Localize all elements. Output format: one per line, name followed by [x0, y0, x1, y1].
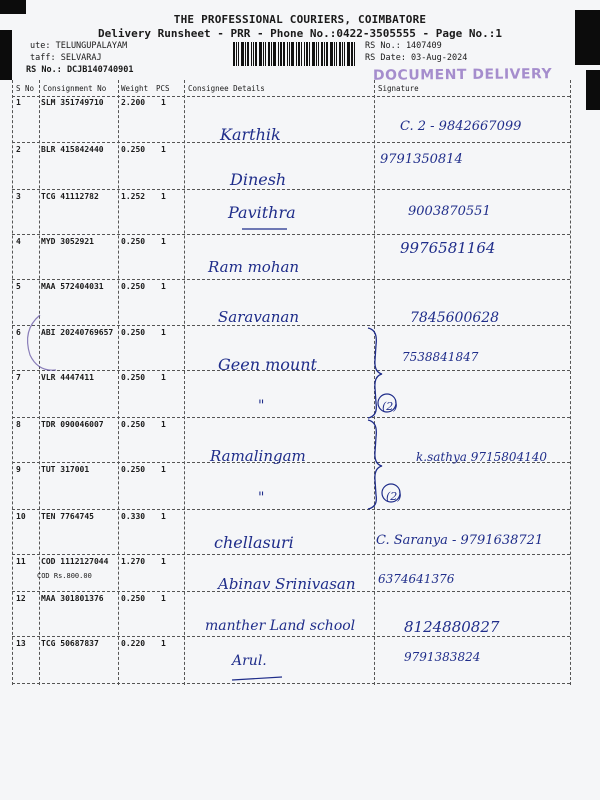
col-header-pcs: PCS [156, 84, 170, 93]
consignment-number: TCG 50687837 [41, 639, 99, 648]
consignment-number: VLR 4447411 [41, 373, 94, 382]
cod-amount-note: COD Rs.800.00 [37, 572, 92, 580]
consignee-handwriting: Pavithra [228, 203, 296, 222]
seal-arc [28, 315, 56, 370]
row-weight: 2.200 [121, 98, 146, 107]
circled-two-mark [382, 484, 400, 502]
row-sno: 2 [16, 145, 21, 154]
consignee-handwriting: Ramalingam [210, 447, 306, 465]
consignment-number: TEN 7764745 [41, 512, 94, 521]
consignee-handwriting: Ram mohan [208, 258, 300, 276]
consignment-number: MYD 3052921 [41, 237, 94, 246]
row-sno: 3 [16, 192, 21, 201]
consignee-handwriting: Abinav Srinivasan [218, 575, 356, 593]
row-pcs: 1 [161, 465, 166, 474]
row-weight: 0.250 [121, 465, 146, 474]
signature-handwriting: C. 2 - 9842667099 [400, 119, 522, 134]
row-pcs: 1 [161, 192, 166, 201]
row-weight: 0.250 [121, 282, 146, 291]
signature-handwriting: 9003870551 [408, 204, 491, 219]
row-pcs: 1 [161, 594, 166, 603]
circled-two-mark [378, 394, 396, 412]
row-sno: 12 [16, 594, 26, 603]
route-field: ute: TELUNGUPALAYAM [30, 41, 128, 51]
row-sno: 6 [16, 328, 21, 337]
col-header-consignee: Consignee Details [188, 84, 265, 93]
row-weight: 0.250 [121, 420, 146, 429]
row-sno: 13 [16, 639, 26, 648]
document-delivery-stamp: DOCUMENT DELIVERY [372, 66, 553, 84]
consignment-number: TUT 317001 [41, 465, 90, 474]
row-weight: 0.220 [121, 639, 146, 648]
col-header-signature: Signature [378, 84, 419, 93]
signature-handwriting: 7845600628 [410, 310, 500, 326]
row-weight: 0.250 [121, 373, 146, 382]
runsheet-subtitle: Delivery Runsheet - PRR - Phone No.:0422-3505555 - Page No.:1 [98, 27, 502, 40]
row-pcs: 1 [161, 512, 166, 521]
signature-handwriting: C. Saranya - 9791638721 [376, 533, 544, 548]
consignee-handwriting: " [258, 398, 265, 414]
consignment-number: TDR 090046007 [41, 420, 104, 429]
signature-handwriting: (2) [382, 400, 398, 413]
row-pcs: 1 [161, 373, 166, 382]
row-pcs: 1 [161, 98, 166, 107]
row-pcs: 1 [161, 557, 166, 566]
consignee-handwriting: " [258, 490, 265, 506]
signature-handwriting: 9791350814 [380, 152, 463, 167]
strike-through [232, 677, 282, 680]
consignee-handwriting: Arul. [232, 653, 267, 669]
row-weight: 0.250 [121, 328, 146, 337]
row-pcs: 1 [161, 237, 166, 246]
row-weight: 0.250 [121, 594, 146, 603]
row-pcs: 1 [161, 639, 166, 648]
rs-number-right: RS No.: 1407409 [365, 41, 442, 51]
rs-number-left: RS No.: DCJB140740901 [26, 65, 134, 75]
brace-rows-6-7 [368, 328, 382, 418]
row-sno: 11 [16, 557, 26, 566]
signature-handwriting: k.sathya 9715804140 [416, 450, 548, 464]
company-title: THE PROFESSIONAL COURIERS, COIMBATORE [173, 13, 427, 26]
brace-rows-8-9 [368, 420, 382, 509]
row-sno: 8 [16, 420, 21, 429]
row-sno: 9 [16, 465, 21, 474]
signature-handwriting: 7538841847 [402, 350, 479, 364]
row-weight: 1.270 [121, 557, 146, 566]
consignment-number: ABI 20240769657 [41, 328, 114, 337]
consignee-handwriting: manther Land school [205, 618, 356, 634]
rs-date: RS Date: 03-Aug-2024 [365, 53, 468, 63]
row-sno: 1 [16, 98, 21, 107]
consignment-number: BLR 415842440 [41, 145, 104, 154]
staff-field: taff: SELVARAJ [30, 53, 102, 63]
col-header-consignment: Consignment No [43, 84, 107, 93]
row-pcs: 1 [161, 282, 166, 291]
row-weight: 0.330 [121, 512, 146, 521]
consignee-handwriting: Karthik [220, 125, 281, 144]
col-header-weight: Weight [121, 84, 149, 93]
consignment-number: TCG 41112782 [41, 192, 99, 201]
col-header-sno: S No [16, 84, 35, 93]
consignee-handwriting: Saravanan [218, 308, 300, 326]
consignment-number: COD 1112127044 [41, 557, 109, 566]
row-sno: 5 [16, 282, 21, 291]
row-pcs: 1 [161, 145, 166, 154]
consignment-number: MAA 301801376 [41, 594, 104, 603]
row-pcs: 1 [161, 420, 166, 429]
row-sno: 10 [16, 512, 26, 521]
row-sno: 7 [16, 373, 21, 382]
consignment-number: MAA 572404031 [41, 282, 104, 291]
row-sno: 4 [16, 237, 21, 246]
row-weight: 0.250 [121, 145, 146, 154]
signature-handwriting: 9791383824 [404, 650, 481, 664]
consignee-handwriting: Geen mount [218, 355, 317, 374]
row-weight: 0.250 [121, 237, 146, 246]
consignee-handwriting: chellasuri [214, 533, 294, 552]
signature-handwriting: (2) [386, 490, 402, 503]
consignment-number: SLM 351749710 [41, 98, 104, 107]
row-pcs: 1 [161, 328, 166, 337]
signature-handwriting: 6374641376 [378, 572, 455, 586]
row-weight: 1.252 [121, 192, 146, 201]
consignee-handwriting: Dinesh [230, 170, 287, 189]
signature-handwriting: 8124880827 [404, 618, 500, 636]
signature-handwriting: 9976581164 [400, 239, 496, 257]
